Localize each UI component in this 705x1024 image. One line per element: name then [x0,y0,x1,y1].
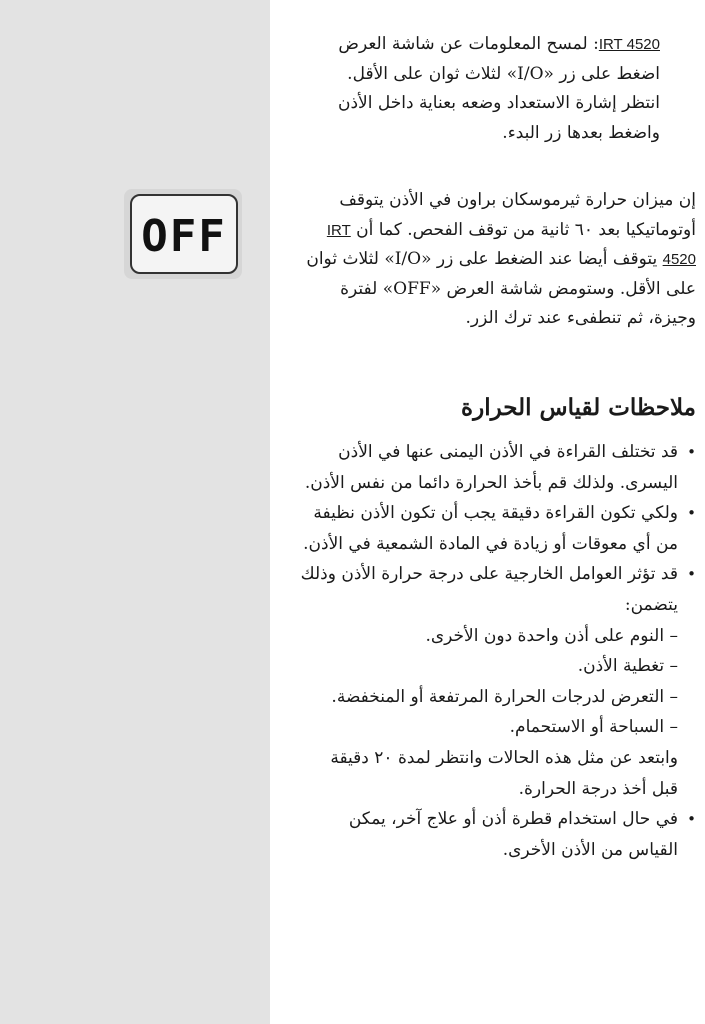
factor-item: – التعرض لدرجات الحرارة المرتفعة أو المنخفضة. [331,686,678,707]
ready-signal-text: انتظر إشارة الاستعداد وضعه بعناية داخل الأذن واضغط بعدها زر البدء. [337,93,660,143]
model-name: IRT 4520 [598,36,660,53]
factor-item: – النوم على أذن واحدة دون الأخرى. [425,625,678,646]
note-item-text: قد تختلف القراءة في الأذن اليمنى عنها في الأذن اليسرى. ولذلك قم بأخذ الحرارة دائما من نفس الأذن. [304,442,678,493]
factor-item: – تغطية الأذن. [577,656,678,677]
lcd-display-illustration [124,189,242,279]
auto-off-paragraph [300,186,696,334]
note-item [300,498,678,559]
notes-list [300,437,696,865]
note-item [300,804,678,865]
auto-off-text-1: إن ميزان حرارة ثيرموسكان براون في الأذن يتوقف أوتوماتيكيا بعد ٦٠ ثانية من توقف الفحص. كما أن [339,190,696,240]
lcd-off-readout [137,207,231,261]
model-name-2: IRT 4520 [326,221,696,268]
factors-intro: قد تؤثر العوامل الخارجية على درجة حرارة الأذن وذلك يتضمن: [300,564,678,615]
auto-off-text-2: يتوقف أيضا عند الضغط على زر «I/O» لثلاث ثوان على الأقل. وستومض شاشة العرض «OFF» لفترة وجيزة، ثم تنطفىء عند ترك الزر. [306,249,696,328]
clear-memory-paragraph [300,30,660,148]
lcd-screen [130,194,238,274]
lcd-text: OFF [141,211,227,261]
page-content [300,0,696,1024]
note-item-text: ولكي تكون القراءة دقيقة يجب أن تكون الأذن نظيفة من أي معوقات أو زيادة في المادة الشمعية في الأذن. [303,503,678,554]
factor-item: – السباحة أو الاستحمام. [509,717,678,738]
factors-outro: وابتعد عن مثل هذه الحالات وانتظر لمدة ٢٠ دقيقة قبل أخذ درجة الحرارة. [330,747,678,799]
note-item-factors [300,559,678,804]
note-item [300,437,678,498]
note-item-text: في حال استخدام قطرة أذن أو علاج آخر، يمكن القياس من الأذن الأخرى. [348,809,678,860]
clear-memory-text: : لمسح المعلومات عن شاشة العرض اضغط على زر «I/O» لثلاث ثوان على الأقل. [338,34,660,84]
left-margin-panel [0,0,270,1024]
notes-heading: ملاحظات لقياس الحرارة [461,394,696,421]
